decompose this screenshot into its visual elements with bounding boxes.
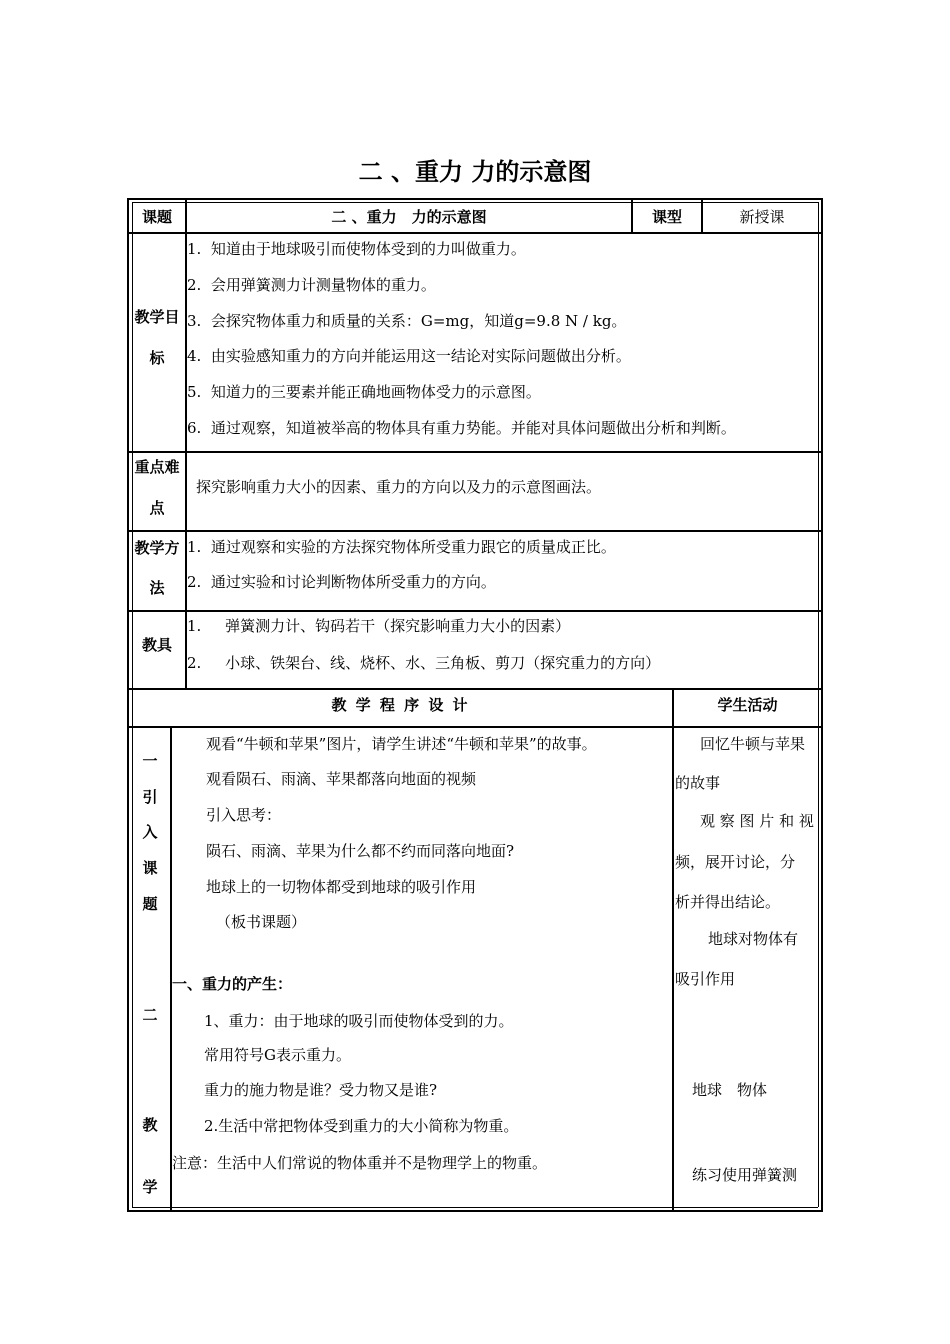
- section-char: 课: [142, 859, 158, 877]
- key-points-label: 重点难: [134, 458, 180, 476]
- procedure-line: 引入思考：: [206, 806, 282, 824]
- col-divider: [672, 689, 674, 1211]
- procedure-line: 观看“牛顿和苹果”图片，请学生讲述“牛顿和苹果”的故事。: [206, 735, 597, 753]
- procedure-line: 注意：生活中人们常说的物体重并不是物理学上的物重。: [172, 1154, 548, 1172]
- row-divider: [129, 610, 821, 612]
- methods-label: 教学方: [134, 539, 180, 557]
- activity-line: 析并得出结论。: [675, 893, 781, 911]
- activity-line: 地球对物体有: [708, 930, 799, 948]
- procedure-line: 重力的施力物是谁？受力物又是谁?: [204, 1081, 438, 1099]
- activity-line: 吸引作用: [675, 970, 736, 988]
- row-divider: [129, 530, 821, 532]
- section-char: 教: [142, 1116, 158, 1134]
- section-char: 一: [142, 752, 158, 770]
- section-char: 二: [142, 1006, 158, 1024]
- procedure-line: （板书课题）: [216, 913, 307, 931]
- objectives-label: 教学目: [134, 308, 180, 326]
- table-border-top: [127, 198, 823, 200]
- row-divider: [129, 726, 821, 728]
- type-value: 新授课: [739, 208, 785, 226]
- objective-item: 6. 通过观察，知道被举高的物体具有重力势能。并能对具体问题做出分析和判断。: [187, 419, 736, 437]
- procedure-line: 1、重力：由于地球的吸引而使物体受到的力。: [204, 1012, 514, 1030]
- procedure-line: 地球上的一切物体都受到地球的吸引作用: [206, 878, 477, 896]
- type-label: 课型: [651, 208, 682, 226]
- activity-header: 学生活动: [717, 696, 778, 714]
- col-divider: [170, 727, 172, 1211]
- section-char: 题: [142, 895, 158, 913]
- procedure-line: 常用符号G表示重力。: [204, 1046, 351, 1064]
- key-points-label-2: 点: [149, 499, 165, 517]
- topic-label: 课题: [141, 208, 172, 226]
- design-header: 教 学 程 序 设 计: [331, 696, 470, 714]
- tool-item: 2. 小球、铁架台、线、烧杯、水、三角板、剪刀（探究重力的方向）: [187, 654, 661, 672]
- tools-label: 教具: [141, 636, 172, 654]
- activity-line: 的故事: [675, 774, 721, 792]
- inner-border-top: [132, 202, 818, 203]
- activity-line: 回忆牛顿与苹果: [700, 735, 806, 753]
- procedure-line: 陨石、雨滴、苹果为什么都不约而同落向地面?: [206, 842, 515, 860]
- objective-item: 3. 会探究物体重力和质量的关系：G=mg，知道g=9.8 N / kg。: [187, 312, 627, 330]
- method-item: 1. 通过观察和实验的方法探究物体所受重力跟它的质量成正比。: [187, 538, 616, 556]
- topic-value: 二 、重力 力的示意图: [331, 208, 487, 226]
- section-heading: 一、重力的产生：: [172, 975, 293, 993]
- section-char: 引: [142, 788, 158, 806]
- objective-item: 4. 由实验感知重力的方向并能运用这一结论对实际问题做出分析。: [187, 347, 631, 365]
- row-divider: [129, 688, 821, 690]
- key-points-text: 探究影响重力大小的因素、重力的方向以及力的示意图画法。: [196, 478, 602, 496]
- row-divider: [129, 232, 821, 234]
- objective-item: 5. 知道力的三要素并能正确地画物体受力的示意图。: [187, 383, 541, 401]
- section-char: 入: [142, 823, 158, 841]
- activity-line: 练习使用弹簧测: [692, 1166, 798, 1184]
- objectives-label-2: 标: [149, 349, 165, 367]
- tool-item: 1. 弹簧测力计、钩码若干（探究影响重力大小的因素）: [187, 617, 571, 635]
- row-divider: [129, 451, 821, 453]
- method-item: 2. 通过实验和讨论判断物体所受重力的方向。: [187, 573, 496, 591]
- methods-label-2: 法: [149, 579, 165, 597]
- activity-line: 地球 物体: [692, 1081, 768, 1099]
- objective-item: 1. 知道由于地球吸引而使物体受到的力叫做重力。: [187, 240, 526, 258]
- table-border-bottom: [127, 1210, 823, 1212]
- table-border-right: [821, 198, 823, 1212]
- activity-line: 观 察 图 片 和 视: [700, 812, 814, 830]
- activity-line: 频，展开讨论，分: [675, 853, 796, 871]
- procedure-line: 观看陨石、雨滴、苹果都落向地面的视频: [206, 770, 477, 788]
- page-title: 二 、重力 力的示意图: [358, 158, 592, 186]
- procedure-line: 2.生活中常把物体受到重力的大小简称为物重。: [204, 1117, 519, 1135]
- inner-border-bottom: [132, 1207, 818, 1208]
- section-char: 学: [142, 1178, 158, 1196]
- objective-item: 2. 会用弹簧测力计测量物体的重力。: [187, 276, 436, 294]
